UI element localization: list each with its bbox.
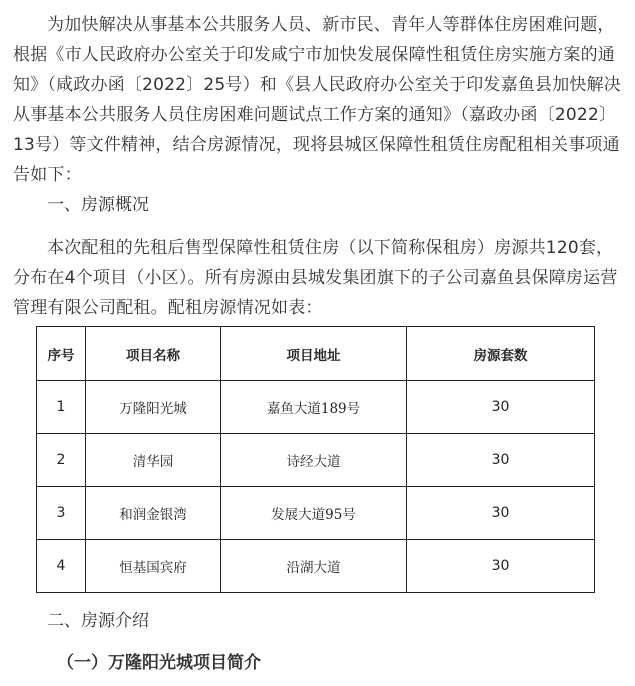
row-name: 和润金银湾 <box>86 487 221 540</box>
section-1-paragraph: 本次配租的先租后售型保障性租赁住房（以下简称保租房）房源共120套，分布在4个项目（小区）。所有房源由县城发集团旗下的子公司嘉鱼县保障房运营管理有限公司配租。配租房源情况如表： <box>13 238 618 318</box>
table-row <box>37 434 595 487</box>
row-count: 30 <box>407 487 595 540</box>
section-1-title: 一、房源概况 <box>47 195 149 215</box>
row-name: 恒基国宾府 <box>86 540 221 593</box>
intro-paragraph: 为加快解决从事基本公共服务人员、新市民、青年人等群体住房困难问题，根据《市人民政府办公室关于印发咸宁市加快发展保障性租赁住房实施方案的通知》（咸政办函〔2022〕25号）和《县人民政府办公室关于印发嘉鱼县加快解决从事基本公共服务人员住房困难问题试点工作方案的通知》（嘉政办函〔2022〕13号）等文件精神，结合房源情况，现将县城区保障性租赁住房配租相关事项通告如下： <box>13 15 621 185</box>
header-name: 项目名称 <box>86 327 221 381</box>
section-2-title: 二、房源介绍 <box>47 611 149 631</box>
row-address: 沿湖大道 <box>221 540 407 593</box>
row-name: 清华园 <box>86 434 221 487</box>
row-count: 30 <box>407 434 595 487</box>
row-address: 发展大道95号 <box>221 487 407 540</box>
row-no: 3 <box>37 487 86 540</box>
table-row <box>37 381 595 434</box>
header-no: 序号 <box>37 327 86 381</box>
row-no: 4 <box>37 540 86 593</box>
row-count: 30 <box>407 381 595 434</box>
table-header-row <box>37 327 595 381</box>
table-row <box>37 487 595 540</box>
header-address: 项目地址 <box>221 327 407 381</box>
header-count: 房源套数 <box>407 327 595 381</box>
row-no: 1 <box>37 381 86 434</box>
table-row <box>37 540 595 593</box>
row-count: 30 <box>407 540 595 593</box>
housing-table <box>36 326 595 593</box>
row-no: 2 <box>37 434 86 487</box>
row-address: 嘉鱼大道189号 <box>221 381 407 434</box>
subsection-1-title: （一）万隆阳光城项目简介 <box>57 653 261 673</box>
row-address: 诗经大道 <box>221 434 407 487</box>
row-name: 万隆阳光城 <box>86 381 221 434</box>
